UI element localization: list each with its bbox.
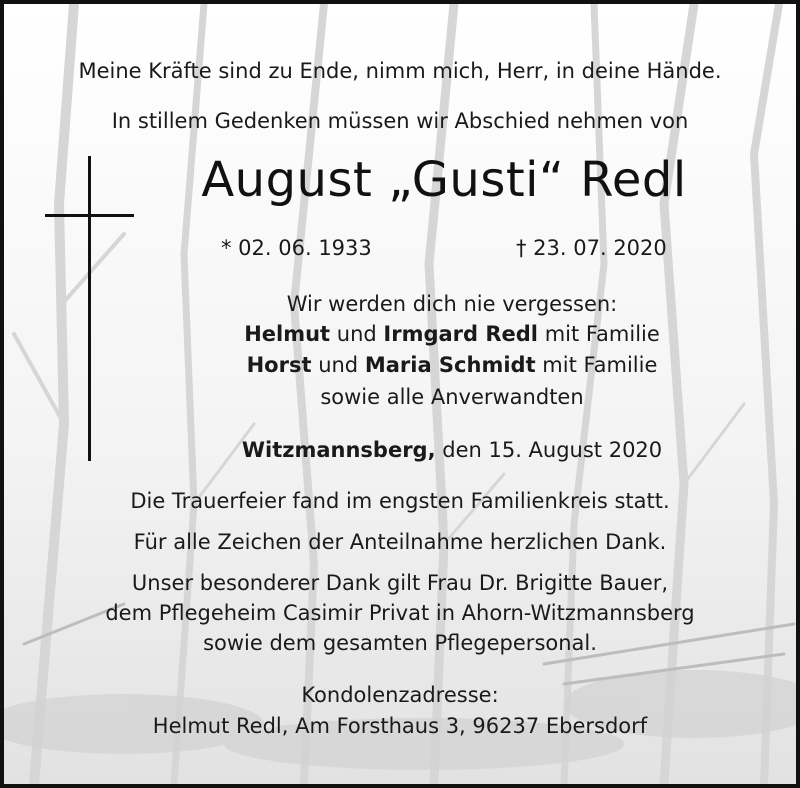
mourner-conjunction: und bbox=[311, 353, 365, 377]
mourner-second-name: Maria Schmidt bbox=[364, 353, 536, 377]
mourner-line bbox=[56, 320, 800, 348]
mourner-second-name: Irmgard Redl bbox=[383, 322, 539, 346]
mourner-suffix: mit Familie bbox=[535, 353, 658, 377]
mourner-first-name: Horst bbox=[246, 353, 312, 377]
mourner-first-name: Helmut bbox=[244, 322, 331, 346]
intro-line: In stillem Gedenken müssen wir Abschied nehmen von bbox=[111, 109, 689, 133]
birth-date: * 02. 06. 1933 bbox=[221, 236, 372, 260]
funeral-line: Die Trauerfeier fand im engsten Familienkreis statt. bbox=[130, 489, 670, 513]
cross-icon-bar bbox=[45, 214, 134, 217]
special-thanks-line: dem Pflegeheim Casimir Privat in Ahorn-Witzmannsberg bbox=[105, 601, 695, 625]
deceased-name: August „Gusti“ Redl bbox=[201, 152, 687, 208]
mourner-line bbox=[56, 351, 800, 379]
notice-date: den 15. August 2020 bbox=[435, 438, 663, 462]
place-date-line bbox=[56, 436, 800, 464]
thanks-line: Für alle Zeichen der Anteilnahme herzlichen Dank. bbox=[133, 530, 667, 554]
special-thanks-line: Unser besonderer Dank gilt Frau Dr. Brigitte Bauer, bbox=[131, 571, 669, 595]
condolence-address: Helmut Redl, Am Forsthaus 3, 96237 Ebersdorf bbox=[152, 714, 648, 738]
condolence-label: Kondolenzadresse: bbox=[301, 683, 499, 707]
verse: Meine Kräfte sind zu Ende, nimm mich, Herr, in deine Hände. bbox=[78, 59, 722, 83]
death-date: † 23. 07. 2020 bbox=[516, 236, 667, 260]
mourner-suffix: mit Familie bbox=[538, 322, 660, 346]
place-name: Witzmannsberg, bbox=[241, 438, 436, 462]
special-thanks-line: sowie dem gesamten Pflegepersonal. bbox=[203, 631, 597, 655]
never-forget-line: Wir werden dich nie vergessen: bbox=[286, 292, 618, 316]
relatives-line: sowie alle Anverwandten bbox=[320, 385, 584, 409]
mourner-conjunction: und bbox=[330, 322, 384, 346]
